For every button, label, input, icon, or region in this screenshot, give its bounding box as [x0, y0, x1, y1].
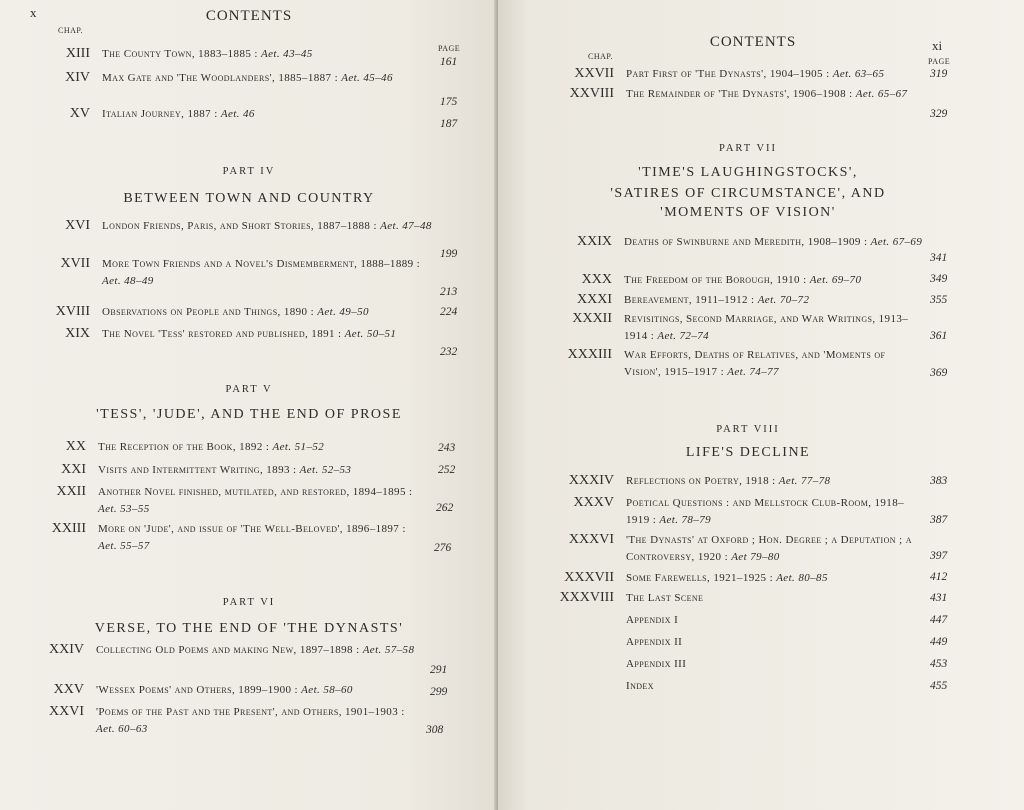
toc-entry[interactable]	[60, 256, 432, 289]
toc-entry[interactable]	[577, 234, 929, 251]
toc-entry[interactable]	[55, 304, 432, 321]
toc-entry[interactable]	[568, 473, 926, 490]
back-matter-item[interactable]	[626, 678, 886, 695]
chapter-title: The Reception of the Book, 1892 : Aet. 51–52	[98, 441, 325, 453]
page-number: 199	[440, 248, 458, 260]
chapter-title: The Freedom of the Borough, 1910 : Aet. 69–70	[624, 274, 862, 286]
chapter-number: XXXIV	[568, 473, 614, 488]
page-number: 232	[440, 346, 458, 358]
right-chap-label: CHAP.	[588, 52, 613, 61]
chapter-number: XXVII	[574, 66, 614, 81]
chapter-title: Another Novel finished, mutilated, and restored, 1894–1895 : Aet. 53–55	[98, 486, 413, 515]
chapter-title: London Friends, Paris, and Short Stories, 1887–1888 : Aet. 47–48	[102, 220, 432, 232]
chapter-number: XXXIII	[567, 347, 612, 362]
toc-entry[interactable]	[69, 106, 422, 123]
page-number: 213	[440, 286, 458, 298]
chapter-number: XXIII	[51, 521, 86, 536]
toc-entry[interactable]	[65, 326, 427, 343]
page-number: 449	[930, 636, 948, 648]
toc-entry[interactable]	[581, 272, 924, 289]
back-matter-item[interactable]	[626, 612, 886, 629]
back-matter-title: Appendix III	[626, 658, 687, 670]
part-label: PART VIII	[716, 424, 780, 435]
part-title: 'TESS', 'JUDE', AND THE END OF PROSE	[96, 407, 402, 422]
toc-entry[interactable]	[568, 532, 921, 565]
chapter-number: XX	[65, 439, 86, 454]
toc-entry[interactable]	[559, 590, 921, 607]
chapter-title: Some Farewells, 1921–1925 : Aet. 80–85	[626, 572, 828, 584]
right-page-label: PAGE	[928, 57, 951, 66]
page-number: 355	[930, 294, 948, 306]
page-number: 161	[440, 56, 458, 68]
part-label: PART VI	[222, 597, 276, 608]
toc-entry[interactable]	[577, 292, 924, 309]
part-title-line: 'MOMENTS OF VISION'	[660, 205, 836, 220]
chapter-title: 'Wessex Poems' and Others, 1899–1900 : Aet. 58–60	[96, 684, 353, 696]
back-matter-title: Appendix II	[626, 636, 683, 648]
chapter-title: Bereavement, 1911–1912 : Aet. 70–72	[624, 294, 810, 306]
page-number: 252	[438, 464, 456, 476]
chapter-number: XXV	[53, 682, 84, 697]
chapter-number: XVI	[65, 218, 90, 233]
toc-entry[interactable]	[569, 86, 916, 103]
chapter-title: More on 'Jude', and issue of 'The Well-Beloved', 1896–1897 : Aet. 55–57	[98, 523, 406, 552]
chapter-number: XV	[69, 106, 90, 121]
left-page-label: PAGE	[438, 44, 461, 53]
part-title: LIFE'S DECLINE	[685, 445, 811, 460]
page-number: 412	[930, 571, 948, 583]
page-number: 447	[930, 614, 948, 626]
chapter-title: Reflections on Poetry, 1918 : Aet. 77–78	[626, 475, 831, 487]
page-number: 341	[930, 252, 948, 264]
page-number: 397	[930, 550, 948, 562]
left-folio: x	[30, 5, 37, 20]
chapter-title: Part First of 'The Dynasts', 1904–1905 : Aet. 63–65	[626, 68, 885, 80]
page-number: 369	[930, 367, 948, 379]
toc-entry[interactable]	[65, 46, 422, 63]
chapter-number: XIX	[65, 326, 90, 341]
page-number: 455	[930, 680, 948, 692]
toc-entry[interactable]	[572, 311, 924, 344]
chapter-title: Italian Journey, 1887 : Aet. 46	[102, 108, 255, 120]
right-folio: xi	[932, 38, 943, 53]
chapter-title: War Efforts, Deaths of Relatives, and 'Moments of Vision', 1915–1917 : Aet. 74–77	[624, 349, 886, 378]
toc-entry[interactable]	[51, 521, 423, 554]
page-number: 387	[930, 514, 948, 526]
page-number: 349	[930, 273, 948, 285]
chapter-number: XXXVII	[564, 570, 614, 585]
toc-entry[interactable]	[53, 682, 426, 699]
chapter-title: Poetical Questions : and Mellstock Club-Room, 1918–1919 : Aet. 78–79	[626, 497, 905, 526]
chapter-number: XXI	[61, 462, 86, 477]
page-number: 361	[930, 330, 948, 342]
chapter-number: XXVIII	[569, 86, 614, 101]
left-chap-label: CHAP.	[58, 26, 83, 35]
page-number: 224	[440, 306, 458, 318]
page-number: 431	[930, 592, 948, 604]
chapter-number: XXXVI	[568, 532, 614, 547]
chapter-title: Visits and Intermittent Writing, 1893 : Aet. 52–53	[98, 464, 352, 476]
chapter-title: 'The Dynasts' at Oxford ; Hon. Degree ; a Deputation ; a Controversy, 1920 : Aet 79–80	[626, 534, 912, 563]
page-number: 308	[426, 724, 444, 736]
back-matter-title: Appendix I	[626, 614, 679, 626]
part-label: PART IV	[222, 166, 276, 177]
chapter-number: XIII	[65, 46, 90, 61]
toc-entry[interactable]	[49, 704, 421, 737]
chapter-number: XXX	[581, 272, 612, 287]
chapter-number: XXXV	[573, 495, 614, 510]
chapter-title: The County Town, 1883–1885 : Aet. 43–45	[102, 48, 313, 60]
toc-entry[interactable]	[65, 439, 428, 456]
back-matter-item[interactable]	[626, 656, 886, 673]
chapter-number: XXXII	[572, 311, 612, 326]
page-number: 453	[930, 658, 948, 670]
back-matter-title: Index	[626, 680, 654, 692]
page-number: 175	[440, 96, 458, 108]
left-page	[0, 0, 498, 810]
page-number: 319	[930, 68, 948, 80]
chapter-number: XVII	[60, 256, 90, 271]
right-running-head: CONTENTS	[709, 34, 797, 50]
chapter-title: Revisitings, Second Marriage, and War Writings, 1913–1914 : Aet. 72–74	[624, 313, 909, 342]
page-number: 187	[440, 118, 458, 130]
page-number: 383	[930, 475, 948, 487]
chapter-number: XXVI	[49, 704, 84, 719]
toc-entry[interactable]	[65, 70, 422, 87]
chapter-number: XXIV	[49, 642, 84, 657]
chapter-title: Collecting Old Poems and making New, 1897–1898 : Aet. 57–58	[96, 644, 415, 656]
part-label: PART V	[225, 384, 273, 395]
part-label: PART VII	[718, 143, 778, 154]
toc-entry[interactable]	[61, 462, 428, 479]
toc-entry[interactable]	[49, 642, 421, 659]
part-title: BETWEEN TOWN AND COUNTRY	[123, 191, 375, 206]
toc-entry[interactable]	[564, 570, 921, 587]
chapter-title: Observations on People and Things, 1890 : Aet. 49–50	[102, 306, 369, 318]
toc-entry[interactable]	[56, 484, 423, 517]
chapter-title: 'Poems of the Past and the Present', and Others, 1901–1903 : Aet. 60–63	[96, 706, 405, 735]
left-running-head: CONTENTS	[205, 8, 293, 24]
chapter-number: XXIX	[577, 234, 612, 249]
page-number: 243	[438, 442, 456, 454]
page-number: 262	[436, 502, 454, 514]
chapter-title: More Town Friends and a Novel's Dismemberment, 1888–1889 : Aet. 48–49	[102, 258, 421, 287]
chapter-number: XXXVIII	[559, 590, 614, 605]
toc-entry[interactable]	[573, 495, 921, 528]
chapter-title: Deaths of Swinburne and Meredith, 1908–1909 : Aet. 67–69	[624, 236, 923, 248]
chapter-title: The Novel 'Tess' restored and published, 1891 : Aet. 50–51	[102, 328, 397, 340]
chapter-title: Max Gate and 'The Woodlanders', 1885–1887 : Aet. 45–46	[102, 72, 393, 84]
chapter-number: XVIII	[55, 304, 90, 319]
chapter-number: XIV	[65, 70, 90, 85]
toc-entry[interactable]	[574, 66, 926, 83]
page-number: 276	[434, 542, 452, 554]
chapter-title: The Remainder of 'The Dynasts', 1906–1908 : Aet. 65–67	[626, 88, 908, 100]
page-number: 291	[430, 664, 448, 676]
back-matter-item[interactable]	[626, 634, 886, 651]
toc-entry[interactable]	[65, 218, 432, 235]
part-title-line: 'TIME'S LAUGHINGSTOCKS',	[638, 165, 858, 180]
chapter-number: XXII	[56, 484, 86, 499]
chapter-number: XXXI	[577, 292, 612, 307]
page-number: 329	[930, 108, 948, 120]
part-title-line: 'SATIRES OF CIRCUMSTANCE', AND	[610, 186, 886, 201]
page-number: 299	[430, 686, 448, 698]
toc-entry[interactable]	[567, 347, 924, 380]
chapter-title: The Last Scene	[626, 592, 704, 604]
part-title: VERSE, TO THE END OF 'THE DYNASTS'	[94, 621, 404, 636]
right-page	[498, 0, 1024, 810]
